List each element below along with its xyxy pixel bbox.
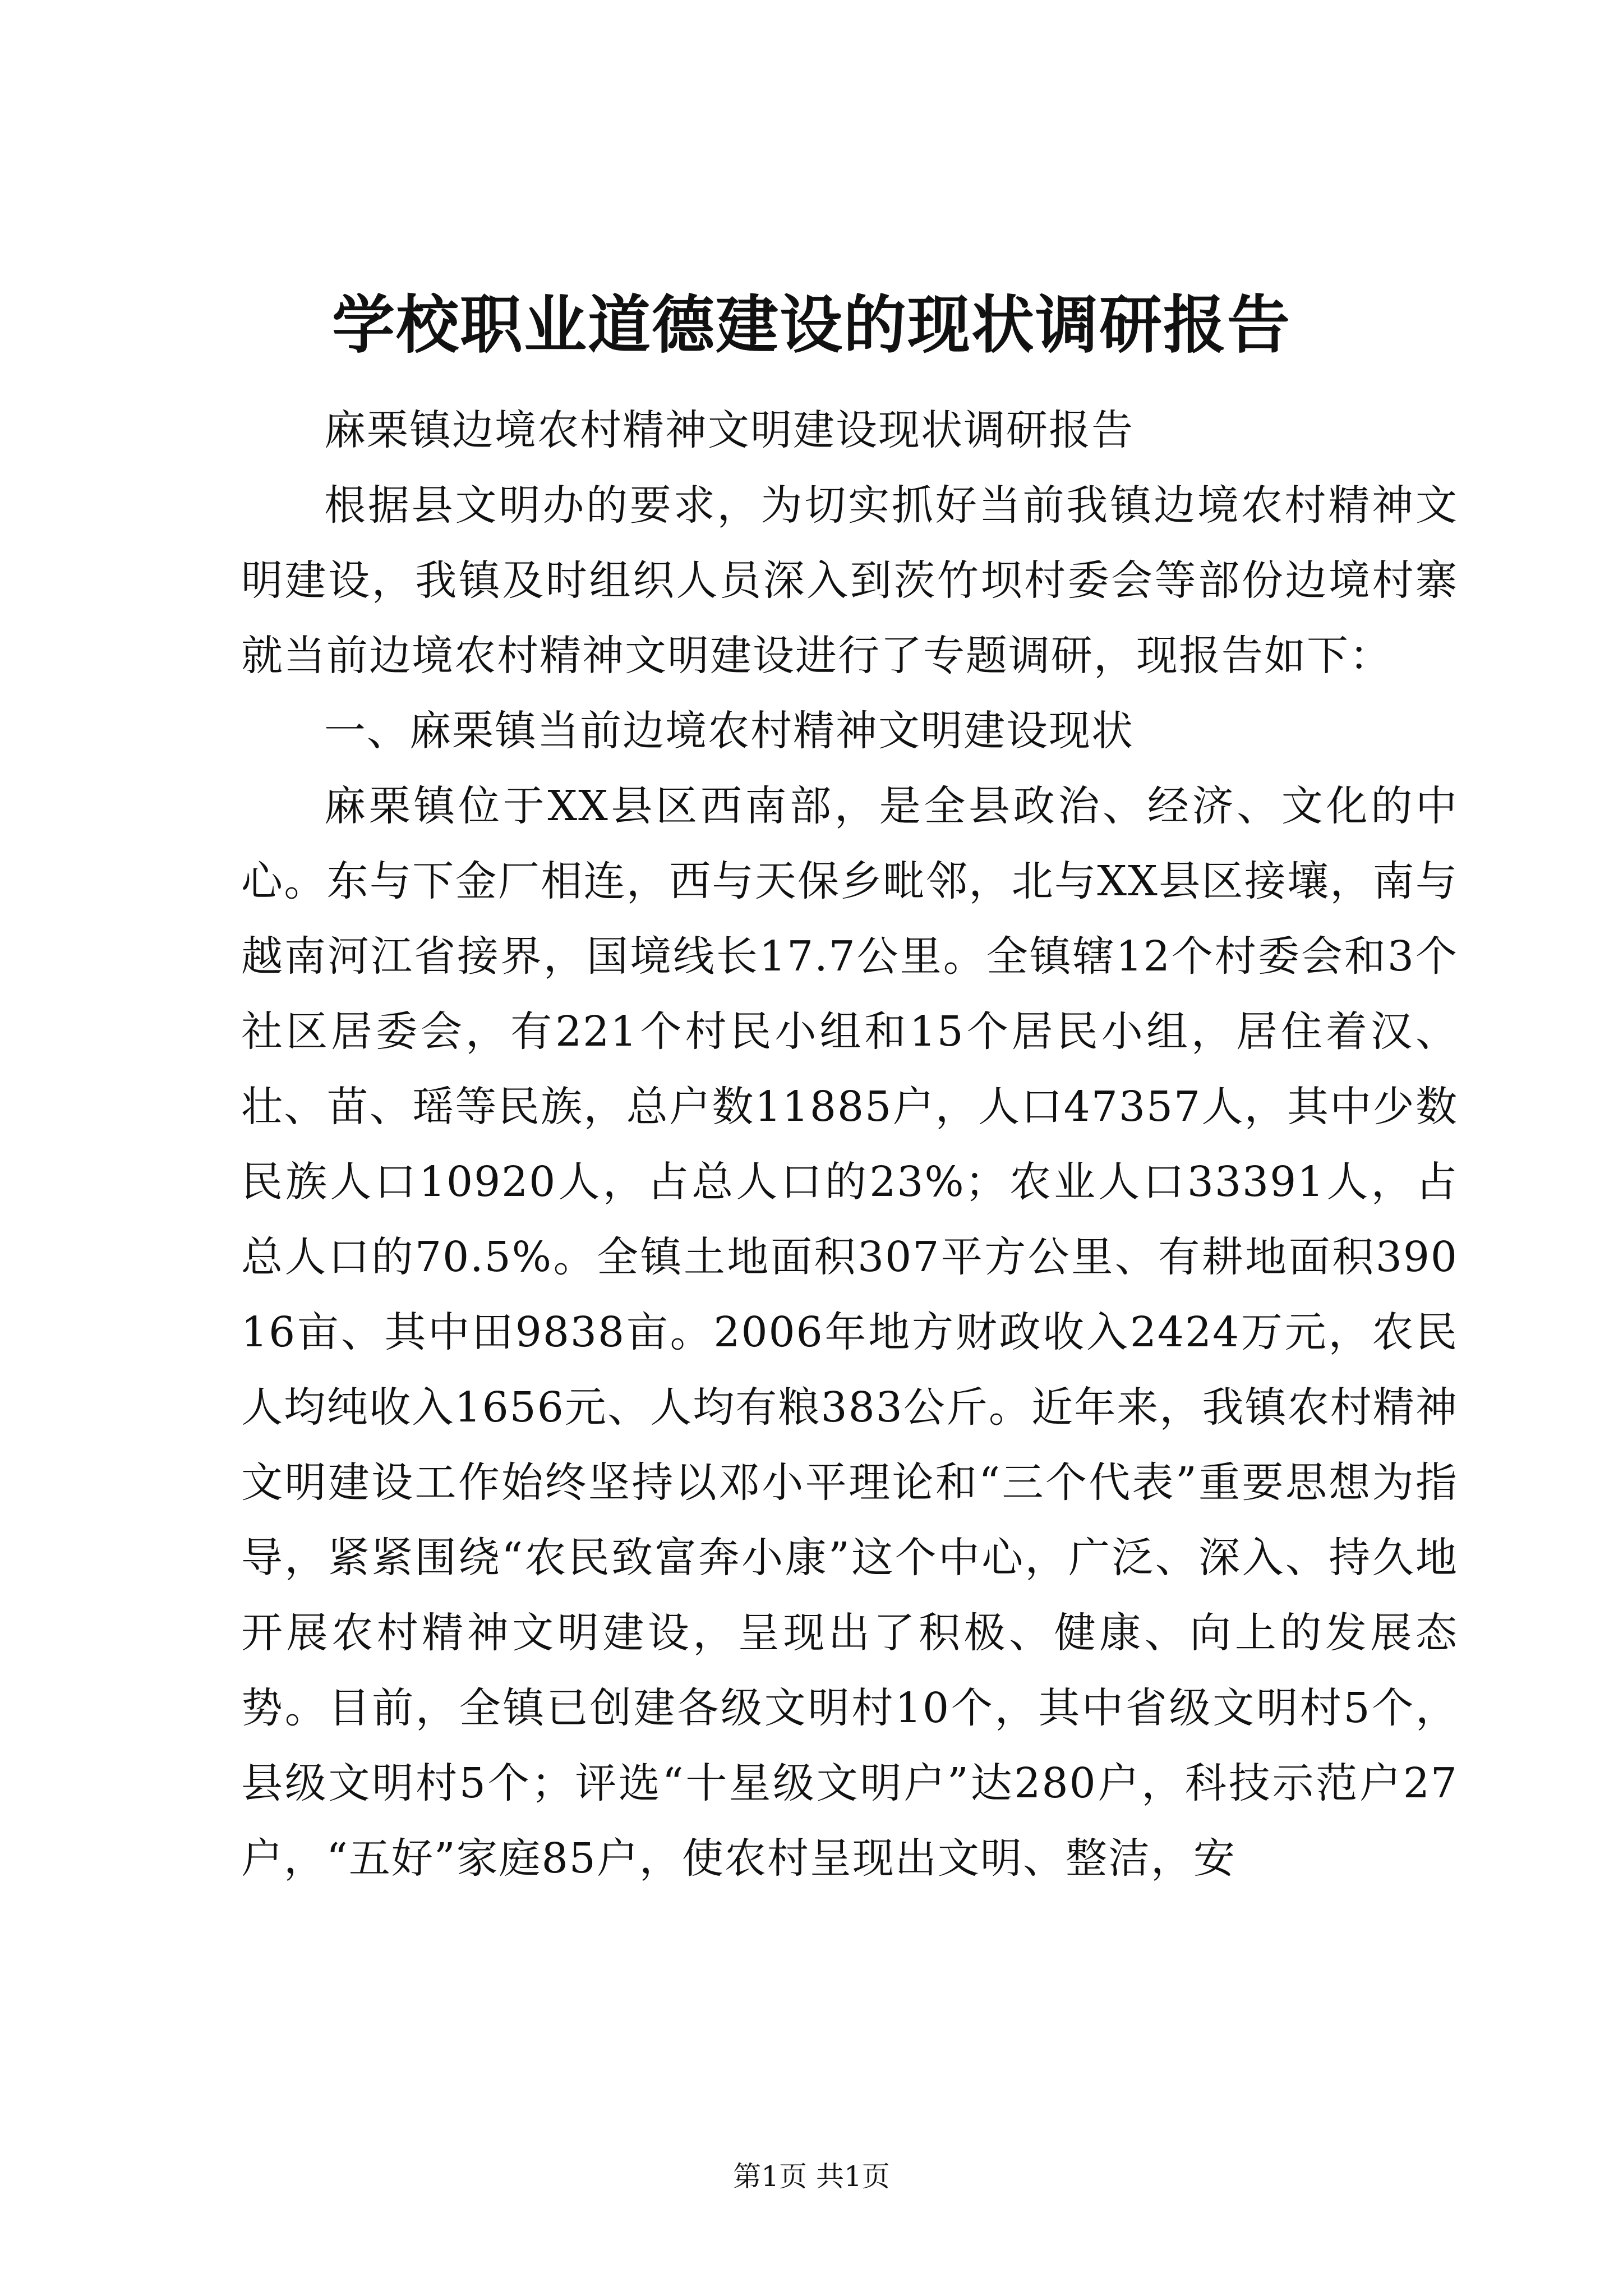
- status-paragraph: 麻栗镇位于XX县区西南部，是全县政治、经济、文化的中心。东与下金厂相连，西与天保乡毗邻，北与XX县区接壤，南与越南河江省接界，国境线长17.7公里。全镇辖12个村委会和3个社区居委会，有221个村民小组和15个居民小组，居住着汉、壮、苗、瑶等民族，总户数11885户，人口47357人，其中少数民族人口10920人，占总人口的23%；农业人口33391人，占总人口的70.5%。全镇土地面积307平方公里、有耕地面积39016亩、其中田9838亩。2006年地方财政收入2424万元，农民人均纯收入1656元、人均有粮383公斤。近年来，我镇农村精神文明建设工作始终坚持以邓小平理论和“三个代表”重要思想为指导，紧紧围绕“农民致富奔小康”这个中心，广泛、深入、持久地开展农村精神文明建设，呈现出了积极、健康、向上的发展态势。目前，全镇已创建各级文明村10个，其中省级文明村5个，县级文明村5个；评选“十星级文明户”达280户，科技示范户27户，“五好”家庭85户，使农村呈现出文明、整洁，安: [241, 782, 1458, 1883]
- document-body: [241, 393, 1458, 1896]
- intro-paragraph: 根据县文明办的要求，为切实抓好当前我镇边境农村精神文明建设，我镇及时组织人员深入到茨竹坝村委会等部份边境村寨就当前边境农村精神文明建设进行了专题调研，现报告如下：: [241, 481, 1458, 680]
- document-title: 学校职业道德建设的现状调研报告: [332, 288, 1291, 362]
- section-heading: 一、麻栗镇当前边境农村精神文明建设现状: [324, 707, 1134, 755]
- page-number-footer: 第1页 共1页: [733, 2160, 890, 2193]
- report-subtitle: 麻栗镇边境农村精神文明建设现状调研报告: [324, 406, 1134, 454]
